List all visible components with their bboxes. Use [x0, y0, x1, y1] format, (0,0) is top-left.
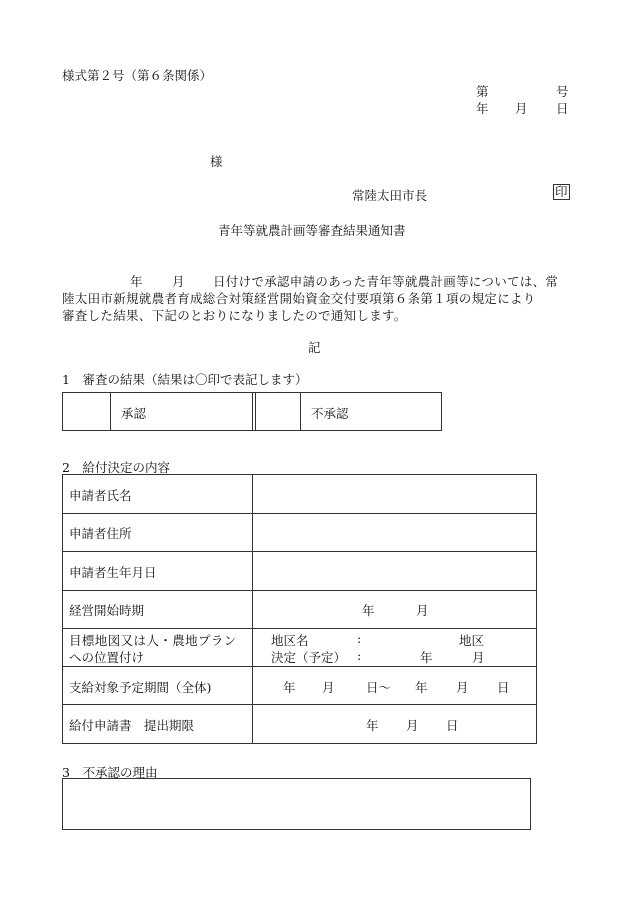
body-year: 年 [130, 274, 143, 289]
body-line-1: 日付けで承認申請のあった青年等就農計画等については、常 [213, 274, 559, 289]
submission-deadline-day: 日 [446, 718, 459, 733]
applicant-address-field[interactable] [253, 514, 536, 551]
submission-deadline-label: 給付申請書 提出期限 [69, 718, 195, 733]
district-label: 地区名 [271, 633, 309, 648]
target-map-label-2: への位置付け [69, 650, 145, 665]
body-line-3: 審査した結果、下記のとおりになりましたので通知します。 [62, 308, 407, 323]
applicant-address-label: 申請者住所 [69, 526, 132, 541]
ki-heading: 記 [308, 340, 321, 355]
support-period-month: 月 [322, 680, 335, 695]
section2-heading: 2 給付決定の内容 [62, 460, 170, 475]
support-period-year: 年 [283, 680, 296, 695]
support-period-day-from: 日〜 [366, 680, 392, 695]
result-table [62, 392, 442, 431]
decision-colon: : [357, 648, 362, 663]
support-period-year2: 年 [415, 680, 428, 695]
target-map-label-1: 目標地図又は人・農地プラン [69, 633, 237, 648]
district-colon: : [357, 631, 362, 646]
applicant-name-label: 申請者氏名 [69, 488, 132, 503]
doc-date-day: 日 [556, 101, 569, 116]
section1-heading: 1 審査の結果（結果は〇印で表記します） [62, 372, 308, 387]
applicant-name-field[interactable] [253, 475, 536, 513]
section3-heading: 3 不承認の理由 [62, 765, 158, 780]
applicant-birthdate-field[interactable] [253, 552, 536, 590]
support-period-month2: 月 [456, 680, 469, 695]
form-number: 様式第２号（第６条関係） [62, 68, 213, 83]
doc-date-year: 年 [476, 101, 489, 116]
business-start-year: 年 [362, 603, 375, 618]
mark-cell-approve[interactable] [63, 393, 110, 430]
grant-table [62, 474, 537, 744]
applicant-birthdate-label: 申請者生年月日 [69, 565, 157, 580]
option-approve: 承認 [121, 406, 147, 421]
doc-date-month: 月 [515, 101, 528, 116]
decision-month: 月 [472, 650, 485, 665]
mark-cell-reject[interactable] [256, 393, 300, 430]
document-title: 青年等就農計画等審査結果通知書 [218, 223, 406, 238]
support-period-day2: 日 [497, 680, 510, 695]
doc-number-suffix: 号 [556, 84, 569, 99]
business-start-month: 月 [416, 603, 429, 618]
option-reject: 不承認 [311, 406, 349, 421]
district-suffix: 地区 [459, 633, 485, 648]
support-period-label: 支給対象予定期間（全体) [69, 680, 212, 695]
issuer-name: 常陸太田市長 [352, 188, 428, 203]
decision-year: 年 [420, 650, 433, 665]
submission-deadline-year: 年 [366, 718, 379, 733]
body-line-2: 陸太田市新規就農者育成総合対策経営開始資金交付要項第６条第１項の規定により [62, 291, 536, 306]
decision-label: 決定（予定） [271, 650, 347, 665]
doc-number-prefix: 第 [476, 84, 489, 99]
body-month: 月 [172, 274, 185, 289]
rejection-reason-box[interactable] [62, 778, 531, 830]
addressee-suffix: 様 [210, 154, 223, 169]
seal-mark: 印 [555, 184, 568, 199]
submission-deadline-month: 月 [406, 718, 419, 733]
business-start-label: 経営開始時期 [69, 603, 145, 618]
